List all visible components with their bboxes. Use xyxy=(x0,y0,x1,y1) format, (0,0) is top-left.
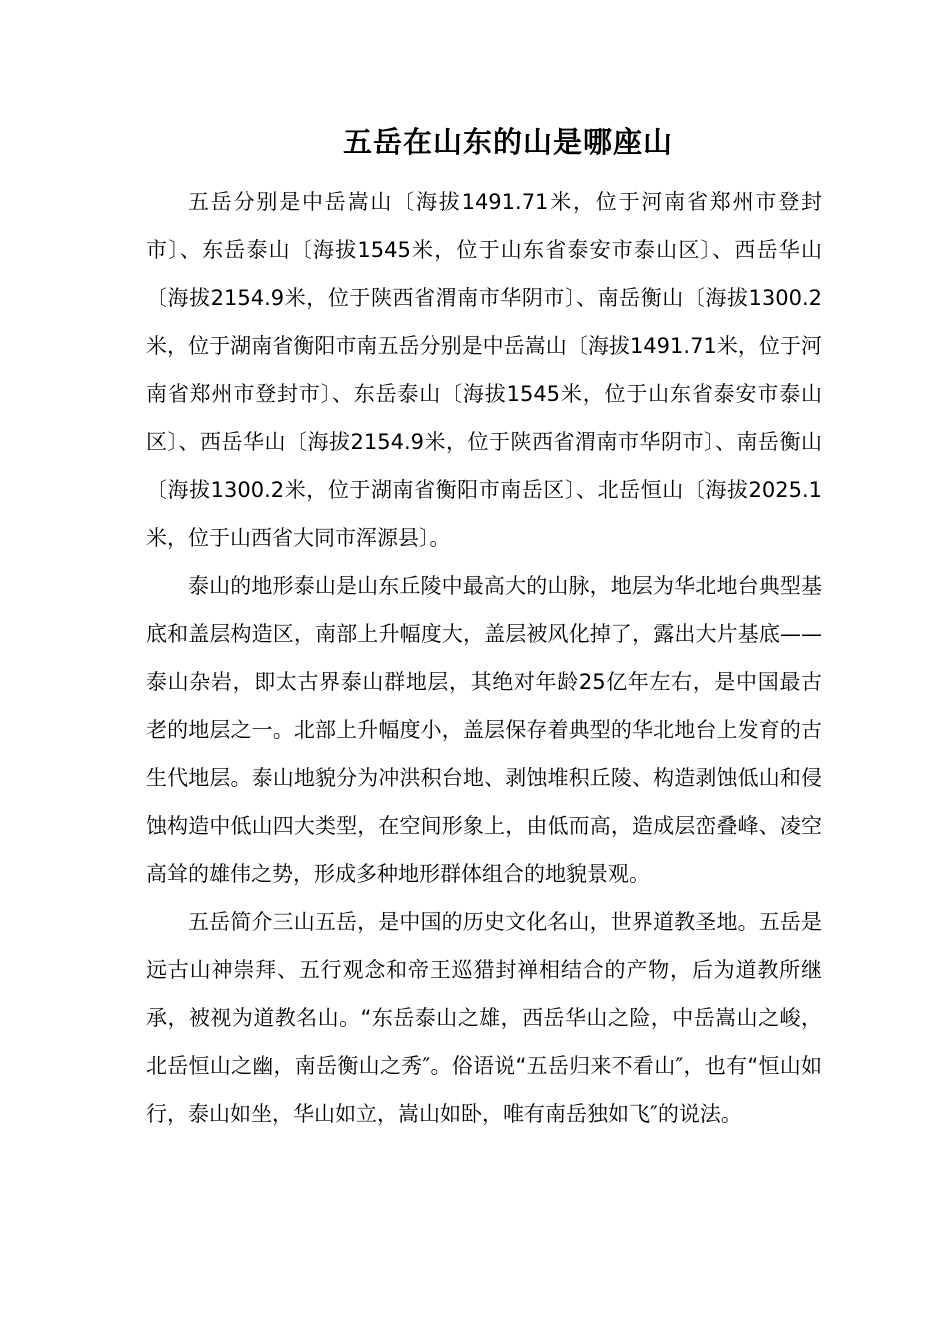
document-body xyxy=(146,178,822,1138)
paragraph-five-mountains-overview: 五岳分别是中岳嵩山〔海拔1491.71米，位于河南省郑州市登封市〕、东岳泰山〔海拔1545米，位于山东省泰安市泰山区〕、西岳华山〔海拔2154.9米，位于陕西省渭南市华阴市〕、南岳衡山〔海拔1300.2米，位于湖南省衡阳市南五岳分别是中岳嵩山〔海拔1491.71米，位于河南省郑州市登封市〕、东岳泰山〔海拔1545米，位于山东省泰安市泰山区〕、西岳华山〔海拔2154.9米，位于陕西省渭南市华阴市〕、南岳衡山〔海拔1300.2米，位于湖南省衡阳市南岳区〕、北岳恒山〔海拔2025.1米，位于山西省大同市浑源县〕。 xyxy=(146,190,822,550)
document-title: 五岳在山东的山是哪座山 xyxy=(342,125,673,159)
paragraph-taishan-terrain: 泰山的地形泰山是山东丘陵中最高大的山脉，地层为华北地台典型基底和盖层构造区，南部上升幅度大，盖层被风化掉了，露出大片基底——泰山杂岩，即太古界泰山群地层，其绝对年龄25亿年左右，是中国最古老的地层之一。北部上升幅度小，盖层保存着典型的华北地台上发育的古生代地层。泰山地貌分为冲洪积台地、剥蚀堆积丘陵、构造剥蚀低山和侵蚀构造中低山四大类型，在空间形象上，由低而高，造成层峦叠峰、凌空高耸的雄伟之势，形成多种地形群体组合的地貌景观。 xyxy=(146,574,822,886)
paragraph-five-mountains-intro: 五岳简介三山五岳，是中国的历史文化名山，世界道教圣地。五岳是远古山神崇拜、五行观念和帝王巡猎封禅相结合的产物，后为道教所继承，被视为道教名山。“东岳泰山之雄，西岳华山之险，中岳嵩山之峻，北岳恒山之幽，南岳衡山之秀″。俗语说“五岳归来不看山″，也有“恒山如行，泰山如坐，华山如立，嵩山如卧，唯有南岳独如飞″的说法。 xyxy=(146,910,822,1126)
